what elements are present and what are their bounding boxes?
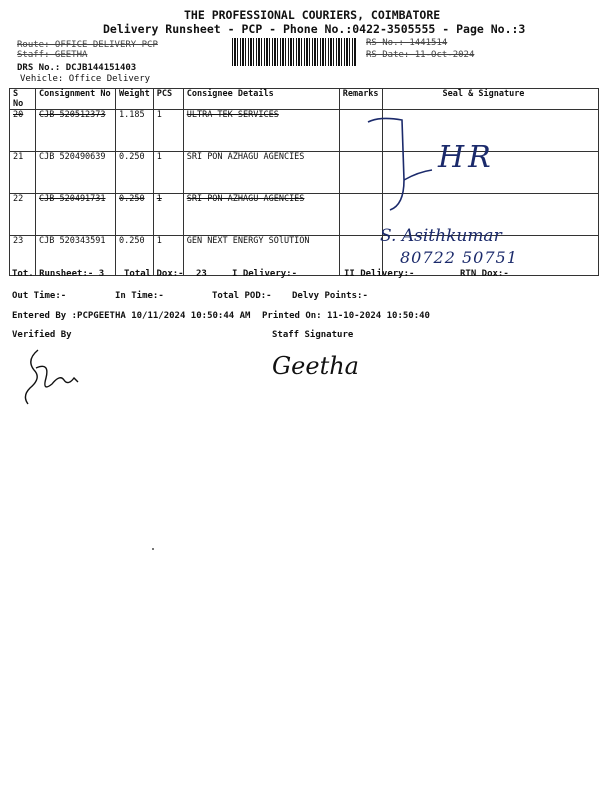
ii-delivery: II Delivery:- xyxy=(344,269,415,279)
out-time: Out Time:- xyxy=(12,291,67,301)
cell-pcs: 1 xyxy=(153,236,183,276)
tot-runsheet: Tot. Runsheet:- 3 xyxy=(12,269,105,279)
table-header-row xyxy=(10,89,599,110)
col-pcs: PCS xyxy=(153,89,183,110)
cell-weight: 1.185 xyxy=(116,110,154,152)
col-remarks: Remarks xyxy=(339,89,382,110)
cell-consignee: SRI PON AZHAGU AGENCIES xyxy=(183,194,339,236)
rtn-dox: RTN Dox:- xyxy=(460,269,509,279)
i-delivery: I Delivery:- xyxy=(232,269,298,279)
receiver-name-handwritten: S. Asithkumar xyxy=(380,226,502,246)
rs-date: RS Date: 11-Oct-2024 xyxy=(366,50,475,60)
company-name: THE PROFESSIONAL COURIERS, COIMBATORE xyxy=(184,8,441,22)
col-consignee: Consignee Details xyxy=(183,89,339,110)
delivery-points: Delvy Points:- xyxy=(292,291,368,301)
printed-on: Printed On: 11-10-2024 10:50:40 xyxy=(262,311,430,321)
cell-consignment: CJB 520343591 xyxy=(36,236,116,276)
cell-sno: 20 xyxy=(10,110,36,152)
rs-number: RS No.: 1441514 xyxy=(366,38,448,48)
cell-pcs: 1 xyxy=(153,110,183,152)
cell-consignment: CJB 520491731 xyxy=(36,194,116,236)
handwritten-hr: HR xyxy=(438,140,495,175)
total-pod: Total POD:- xyxy=(212,291,272,301)
cell-sno: 21 xyxy=(10,152,36,194)
receiver-phone-handwritten: 80722 50751 xyxy=(400,248,518,267)
entered-by: Entered By :PCPGEETHA 10/11/2024 10:50:44 AM xyxy=(12,311,251,321)
col-consignment: Consignment No xyxy=(36,89,116,110)
drs-number: DRS No.: DCJB144151403 xyxy=(17,63,137,73)
cell-pcs: 1 xyxy=(153,194,183,236)
scan-speck xyxy=(152,548,154,550)
col-weight: Weight xyxy=(116,89,154,110)
cell-sno: 22 xyxy=(10,194,36,236)
staff-signature-handwritten: Geetha xyxy=(272,352,359,380)
route-text: Route: OFFICE DELIVERY PCP xyxy=(17,40,158,50)
cell-consignee: SRI PON AZHAGU AGENCIES xyxy=(183,152,339,194)
verifier-signature-icon xyxy=(16,344,86,410)
staff-text: Staff: GEETHA xyxy=(17,50,88,60)
verified-by-label: Verified By xyxy=(12,330,72,340)
cell-weight: 0.250 xyxy=(116,236,154,276)
barcode-image xyxy=(232,38,356,66)
in-time: In Time:- xyxy=(115,291,164,301)
cell-consignment: CJB 520512373 xyxy=(36,110,116,152)
total-dox-value: 23 xyxy=(196,269,207,279)
cell-weight: 0.250 xyxy=(116,152,154,194)
total-dox-label: Total Dox:- xyxy=(124,269,184,279)
cell-consignment: CJB 520490639 xyxy=(36,152,116,194)
col-seal-signature: Seal & Signature xyxy=(382,89,598,110)
cell-consignee: GEN NEXT ENERGY SOlUTION xyxy=(183,236,339,276)
staff-signature-label: Staff Signature xyxy=(272,330,354,340)
cell-consignee: ULTRA TEK SERVICES xyxy=(183,110,339,152)
col-sno: S No xyxy=(10,89,36,110)
runsheet-title: Delivery Runsheet - PCP - Phone No.:0422-3505555 - Page No.:3 xyxy=(103,22,526,36)
cell-pcs: 1 xyxy=(153,152,183,194)
cell-weight: 0.250 xyxy=(116,194,154,236)
cell-sno: 23 xyxy=(10,236,36,276)
vehicle-text: Vehicle: Office Delivery xyxy=(20,74,151,84)
